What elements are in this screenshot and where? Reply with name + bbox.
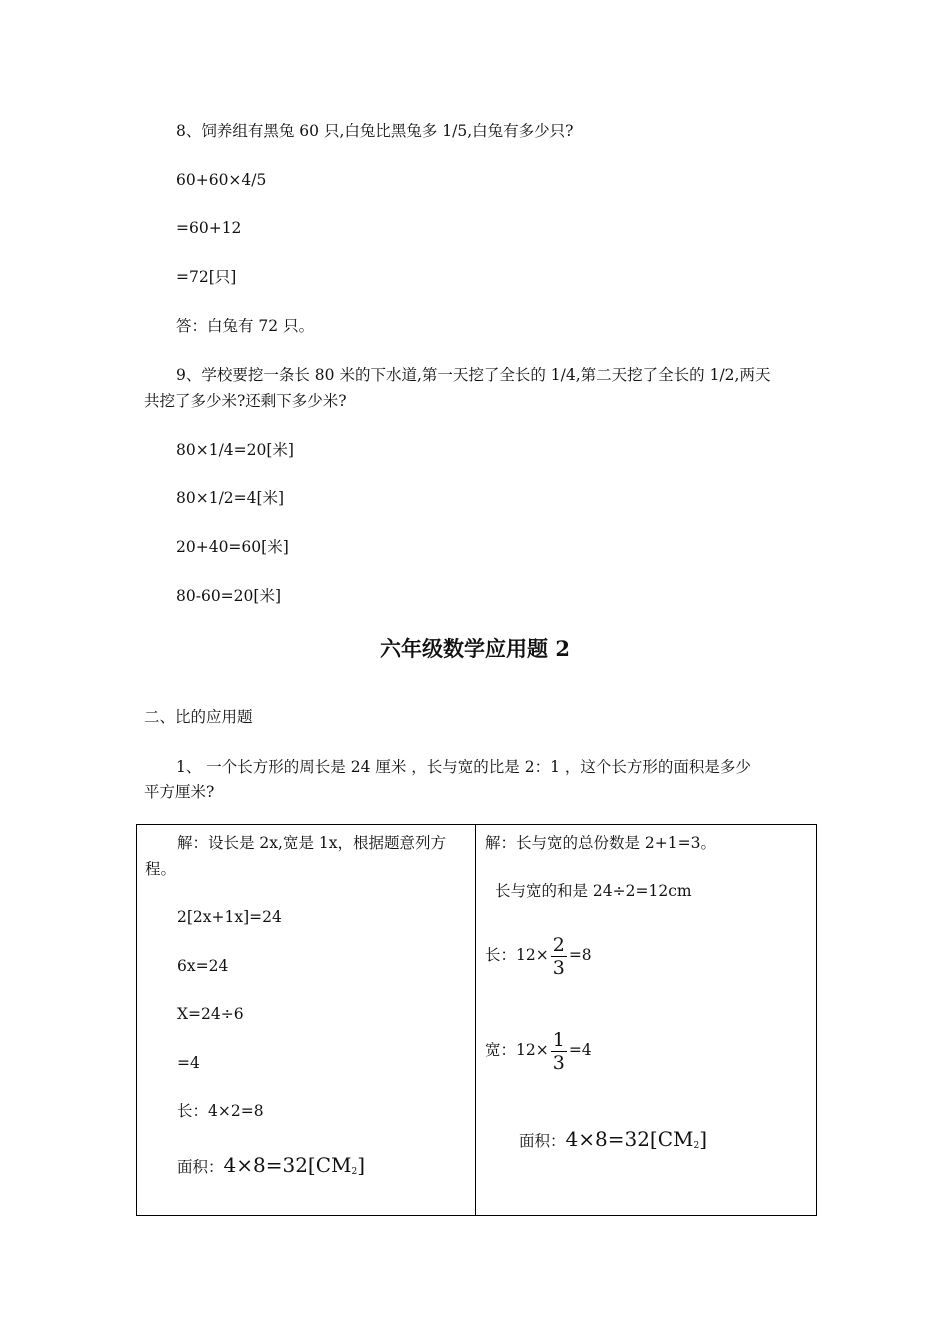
q8-step-3: =72[只] [176,268,237,286]
q8-answer: 答：白兔有 72 只。 [176,317,315,335]
left-step-2: 6x=24 [177,957,229,975]
fraction-denominator: 3 [552,956,565,979]
right-line-2: 长与宽的和是 24÷2=12cm [495,882,692,900]
fraction-numerator: 1 [552,1028,565,1051]
right-length-suffix: =8 [568,946,592,964]
right-area-expression: 4×8=32[CM [565,1127,694,1151]
right-length-prefix: 长：12× [485,946,549,964]
left-intro-line-1: 解：设长是 2x,宽是 1x，根据题意列方 [177,834,446,852]
problem-1-line-1: 1、 一个长方形的周长是 24 厘米 ，长与宽的比是 2：1 ，这个长方形的面积是多少 [176,758,751,776]
solution-table [136,824,817,1216]
question-9-line-1: 9、学校要挖一条长 80 米的下水道,第一天挖了全长的 1/4,第二天挖了全长的 1/2,两天 [176,366,771,384]
question-8: 8、饲养组有黑兔 60 只,白兔比黑兔多 1/5,白兔有多少只? [176,122,574,140]
left-intro-line-2: 程。 [145,860,177,878]
right-area-close: ] [699,1127,708,1151]
table-divider [475,825,476,1215]
q9-step-3: 20+40=60[米] [176,538,289,556]
right-line-1: 解：长与宽的总份数是 2+1=3。 [485,834,716,852]
q9-step-1: 80×1/4=20[米] [176,441,294,459]
q8-step-2: =60+12 [176,219,242,237]
left-area-line [177,1153,365,1184]
q9-step-2: 80×1/2=4[米] [176,489,285,507]
left-area-expression: 4×8=32[CM [223,1153,352,1177]
left-step-5: 长：4×2=8 [177,1102,264,1120]
right-width-line [485,1026,592,1074]
section-heading: 二、比的应用题 [144,708,253,726]
page-title: 六年级数学应用题 2 [380,636,570,661]
left-step-1: 2[2x+1x]=24 [177,908,282,926]
left-step-3: X=24÷6 [177,1005,244,1023]
one-third-fraction [551,1029,567,1074]
two-thirds-fraction [551,934,567,979]
right-width-prefix: 宽：12× [485,1041,549,1059]
left-area-label: 面积： [177,1158,224,1176]
q9-step-4: 80-60=20[米] [176,587,281,605]
right-area-exponent: 2 [693,1141,700,1151]
left-area-close: ] [357,1153,366,1177]
right-area-label: 面积： [519,1132,566,1150]
left-area-exponent: 2 [351,1167,358,1177]
fraction-numerator: 2 [552,933,565,956]
right-width-suffix: =4 [568,1041,592,1059]
question-9-line-2: 共挖了多少米?还剩下多少米? [144,392,347,410]
fraction-denominator: 3 [552,1051,565,1074]
right-length-line [485,931,592,979]
right-area-line [519,1127,707,1158]
problem-1-line-2: 平方厘米? [144,783,215,801]
left-step-4: =4 [177,1054,200,1072]
q8-step-1: 60+60×4/5 [176,171,267,189]
